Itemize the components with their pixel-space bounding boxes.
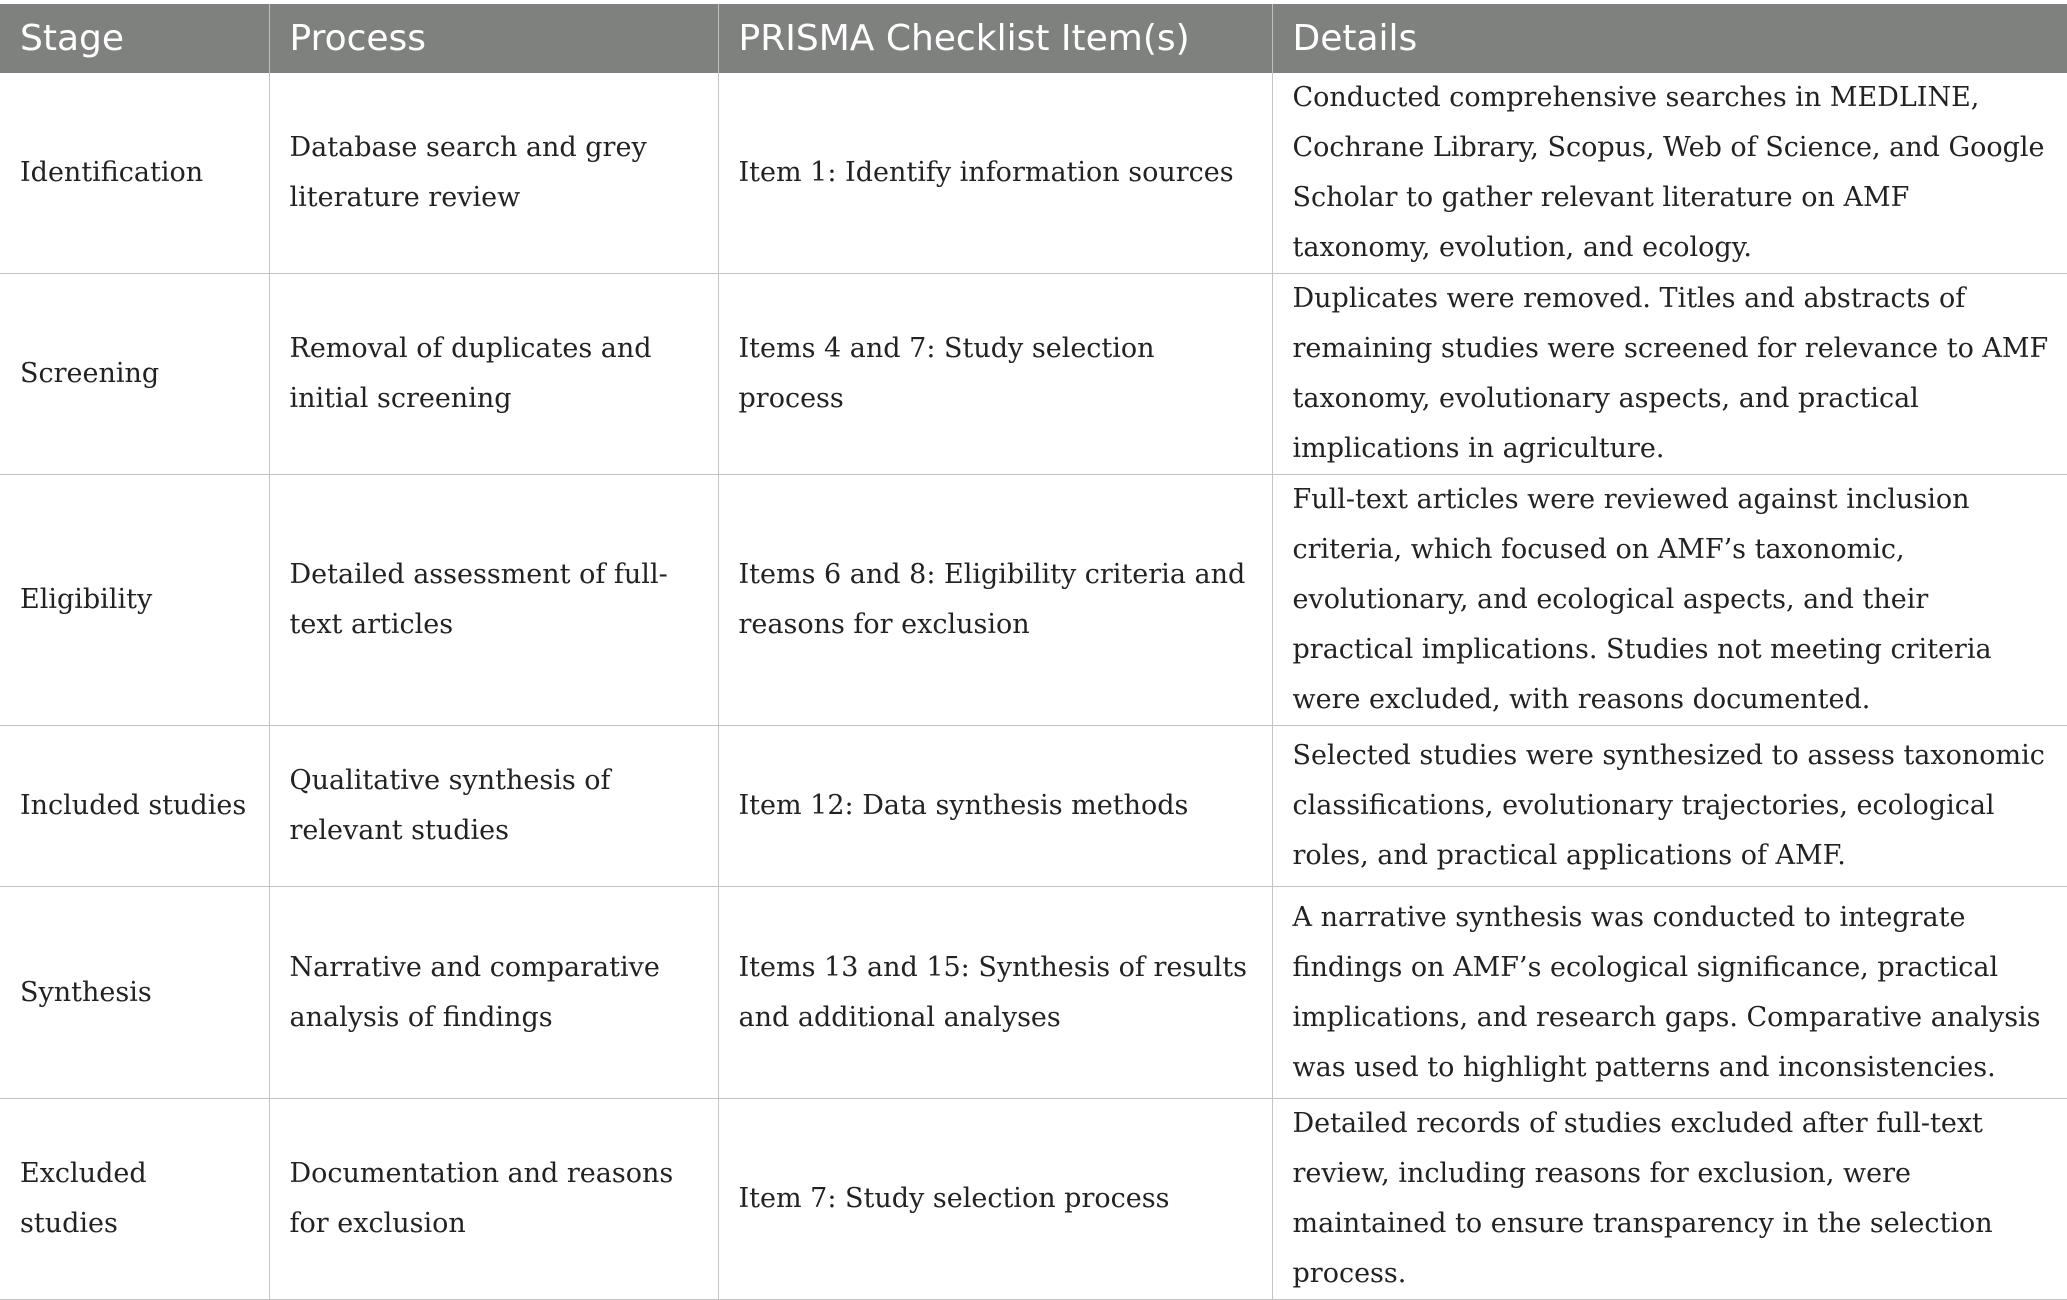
table-row bbox=[0, 1099, 2067, 1300]
cell-details: A narrative synthesis was conducted to integrate findings on AMF’s ecological significance, practical implications, and research gaps. Comparative analysis was used to highlight patterns and inconsistencies. bbox=[1272, 887, 2067, 1099]
cell-process: Narrative and comparative analysis of findings bbox=[269, 887, 718, 1099]
cell-process: Removal of duplicates and initial screening bbox=[269, 274, 718, 475]
cell-process: Database search and grey literature review bbox=[269, 73, 718, 274]
header-row bbox=[0, 4, 2067, 73]
table-row bbox=[0, 475, 2067, 726]
table-header bbox=[0, 4, 2067, 73]
header-stage: Stage bbox=[0, 4, 269, 73]
prisma-stages-table bbox=[0, 4, 2067, 1300]
header-process: Process bbox=[269, 4, 718, 73]
cell-stage: Excluded studies bbox=[0, 1099, 269, 1300]
cell-prisma-item: Item 1: Identify information sources bbox=[718, 73, 1272, 274]
cell-stage: Identification bbox=[0, 73, 269, 274]
cell-details: Detailed records of studies excluded after full-text review, including reasons for exclusion, were maintained to ensure transparency in the selection process. bbox=[1272, 1099, 2067, 1300]
cell-prisma-item: Items 13 and 15: Synthesis of results and additional analyses bbox=[718, 887, 1272, 1099]
table-row bbox=[0, 887, 2067, 1099]
cell-stage: Synthesis bbox=[0, 887, 269, 1099]
table-row bbox=[0, 73, 2067, 274]
cell-details: Conducted comprehensive searches in MEDLINE, Cochrane Library, Scopus, Web of Science, and Google Scholar to gather relevant literature on AMF taxonomy, evolution, and ecology. bbox=[1272, 73, 2067, 274]
cell-process: Documentation and reasons for exclusion bbox=[269, 1099, 718, 1300]
cell-prisma-item: Items 4 and 7: Study selection process bbox=[718, 274, 1272, 475]
cell-prisma-item: Items 6 and 8: Eligibility criteria and reasons for exclusion bbox=[718, 475, 1272, 726]
cell-prisma-item: Item 12: Data synthesis methods bbox=[718, 726, 1272, 887]
cell-details: Duplicates were removed. Titles and abstracts of remaining studies were screened for relevance to AMF taxonomy, evolutionary aspects, and practical implications in agriculture. bbox=[1272, 274, 2067, 475]
table-body bbox=[0, 73, 2067, 1300]
prisma-table-container bbox=[0, 4, 2067, 1300]
cell-process: Detailed assessment of full-text articles bbox=[269, 475, 718, 726]
table-row bbox=[0, 726, 2067, 887]
cell-stage: Included studies bbox=[0, 726, 269, 887]
cell-process: Qualitative synthesis of relevant studies bbox=[269, 726, 718, 887]
cell-stage: Screening bbox=[0, 274, 269, 475]
cell-stage: Eligibility bbox=[0, 475, 269, 726]
header-details: Details bbox=[1272, 4, 2067, 73]
table-row bbox=[0, 274, 2067, 475]
cell-details: Full-text articles were reviewed against inclusion criteria, which focused on AMF’s taxonomic, evolutionary, and ecological aspects, and their practical implications. Studies not meeting criteria were excluded, with reasons documented. bbox=[1272, 475, 2067, 726]
cell-details: Selected studies were synthesized to assess taxonomic classifications, evolutionary trajectories, ecological roles, and practical applications of AMF. bbox=[1272, 726, 2067, 887]
cell-prisma-item: Item 7: Study selection process bbox=[718, 1099, 1272, 1300]
header-prisma-items: PRISMA Checklist Item(s) bbox=[718, 4, 1272, 73]
